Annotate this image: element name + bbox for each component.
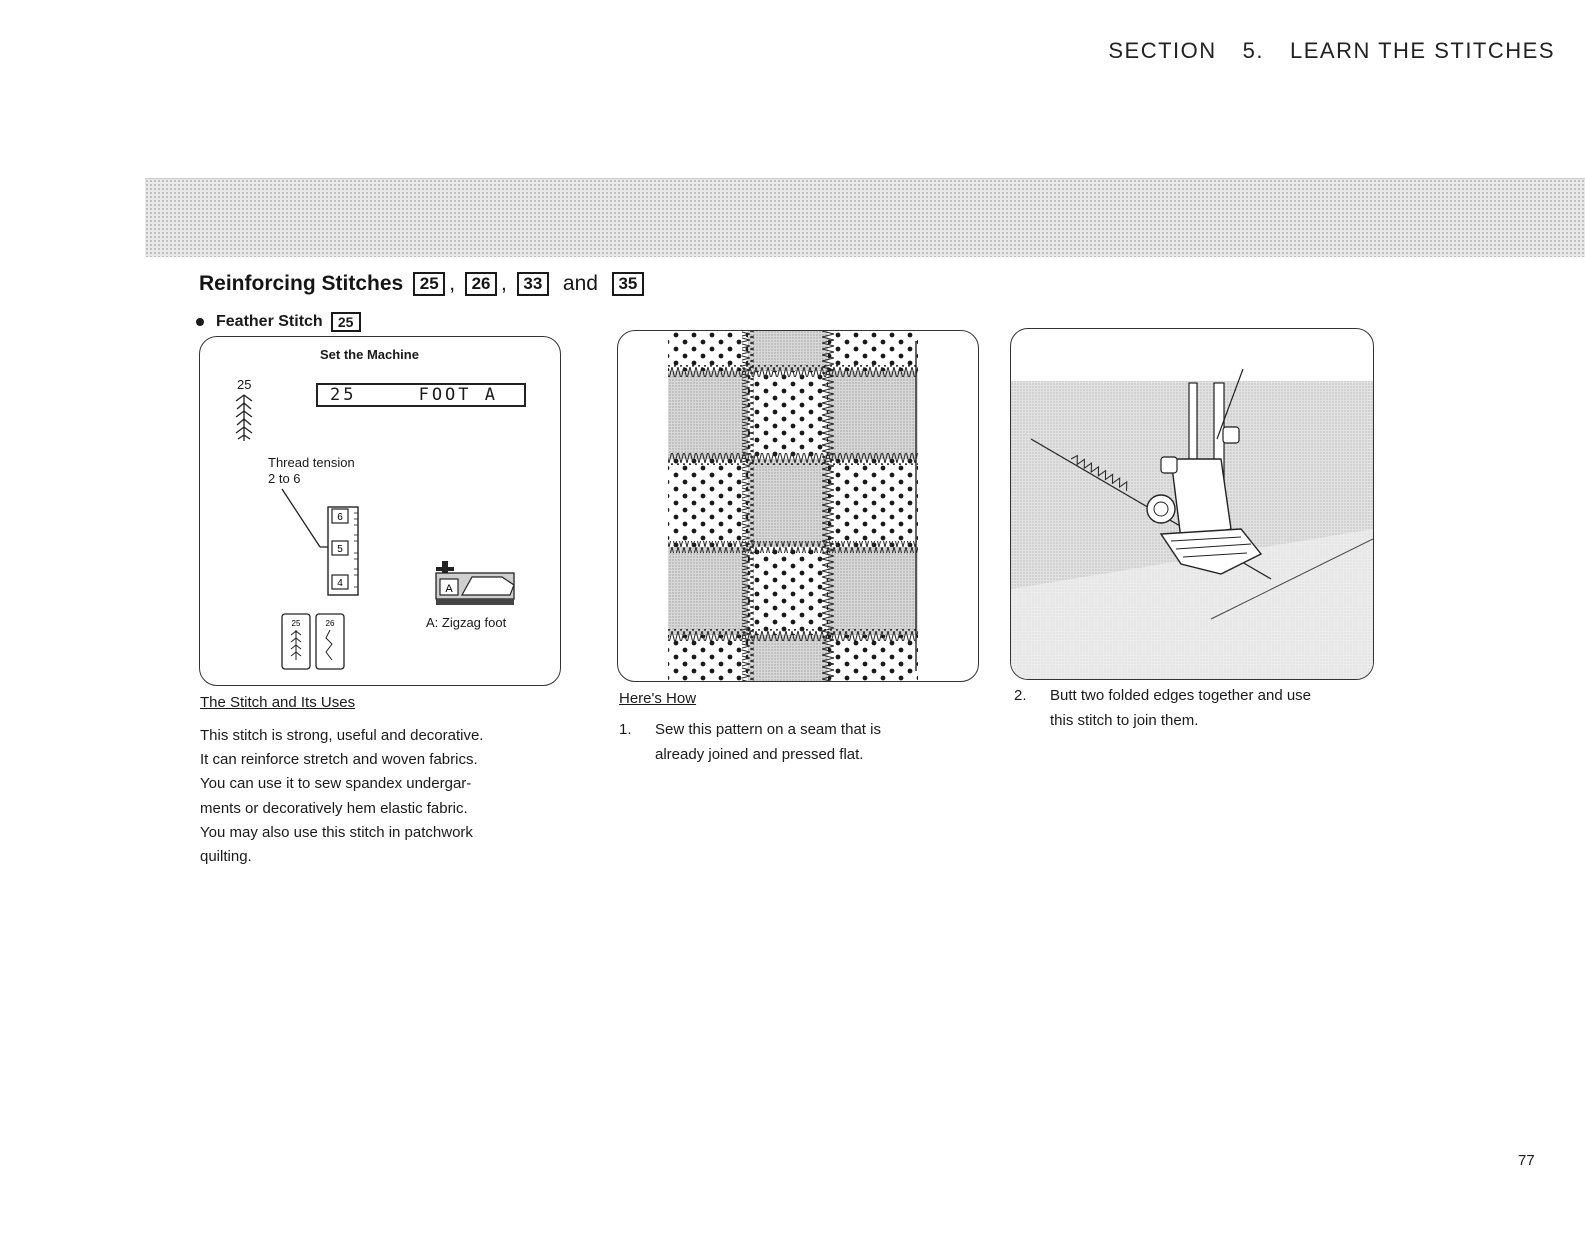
step-2	[1014, 684, 1374, 733]
stitch-number-box: 26	[465, 272, 497, 296]
foot-letter: A	[445, 583, 453, 595]
stitch-number-label: 25	[237, 377, 252, 392]
pattern-card-number: 26	[325, 619, 335, 628]
stitch-number-box: 25	[331, 312, 361, 332]
tension-label	[268, 455, 355, 487]
step-line: already joined and pressed flat.	[655, 745, 864, 763]
patchwork-svg	[618, 331, 978, 681]
section-banner	[145, 178, 1585, 257]
uses-line: quilting.	[200, 848, 252, 866]
machine-settings-panel	[199, 336, 561, 686]
sub-heading-text: Feather Stitch	[216, 313, 323, 330]
step-number: 1.	[619, 721, 632, 738]
page-heading	[199, 272, 644, 296]
uses-line: This stitch is strong, useful and decorative.	[200, 727, 484, 744]
uses-line: You may also use this stitch in patchwork	[200, 823, 473, 841]
sub-heading	[196, 312, 361, 332]
tension-mark: 6	[337, 512, 343, 523]
uses-line: It can reinforce stretch and woven fabrics.	[200, 751, 478, 769]
patchwork-illustration	[617, 330, 979, 682]
lcd-foot: FOOT A	[418, 385, 498, 405]
step-line: Butt two folded edges together and use	[1050, 687, 1312, 704]
stitch-number-box: 35	[612, 272, 644, 296]
tension-mark: 4	[337, 578, 343, 589]
feather-stitch-icon	[232, 393, 256, 443]
section-name: LEARN THE STITCHES	[1290, 38, 1555, 63]
tension-label-text: Thread tension	[268, 455, 355, 470]
tension-range: 2 to 6	[268, 471, 301, 486]
stitch-number-box: 33	[517, 272, 549, 296]
tension-mark: 5	[337, 544, 343, 555]
uses-line: You can use it to sew spandex undergar-	[200, 775, 472, 793]
section-title	[1082, 38, 1555, 64]
presser-foot-svg	[1011, 329, 1373, 679]
step-1	[619, 718, 979, 767]
section-number: 5.	[1242, 38, 1265, 63]
lcd-display	[316, 383, 526, 407]
lcd-stitch-number: 25	[330, 385, 357, 405]
heading-text: Reinforcing Stitches	[199, 272, 404, 295]
pattern-card-number: 25	[291, 619, 301, 628]
step-number: 2.	[1014, 687, 1027, 704]
foot-caption: A: Zigzag foot	[426, 615, 507, 630]
uses-paragraph	[200, 724, 560, 869]
page-number: 77	[1518, 1152, 1535, 1169]
how-heading: Here's How	[619, 690, 697, 707]
section-label: SECTION	[1108, 38, 1217, 63]
heading-separator: ,	[501, 272, 507, 295]
zigzag-foot-icon	[432, 559, 522, 609]
bullet-icon	[196, 318, 204, 326]
uses-heading: The Stitch and Its Uses	[200, 694, 356, 711]
stitch-number-box: 25	[413, 272, 445, 296]
pattern-cards-icon	[280, 612, 350, 672]
step-line: Sew this pattern on a seam that is	[655, 721, 881, 738]
panel-title: Set the Machine	[320, 347, 419, 362]
step-line: this stitch to join them.	[1050, 711, 1199, 729]
presser-foot-illustration	[1010, 328, 1374, 680]
uses-line: ments or decoratively hem elastic fabric.	[200, 799, 468, 817]
tension-dial-icon	[280, 487, 370, 597]
heading-conjunction: and	[562, 272, 598, 295]
heading-separator: ,	[449, 272, 456, 295]
